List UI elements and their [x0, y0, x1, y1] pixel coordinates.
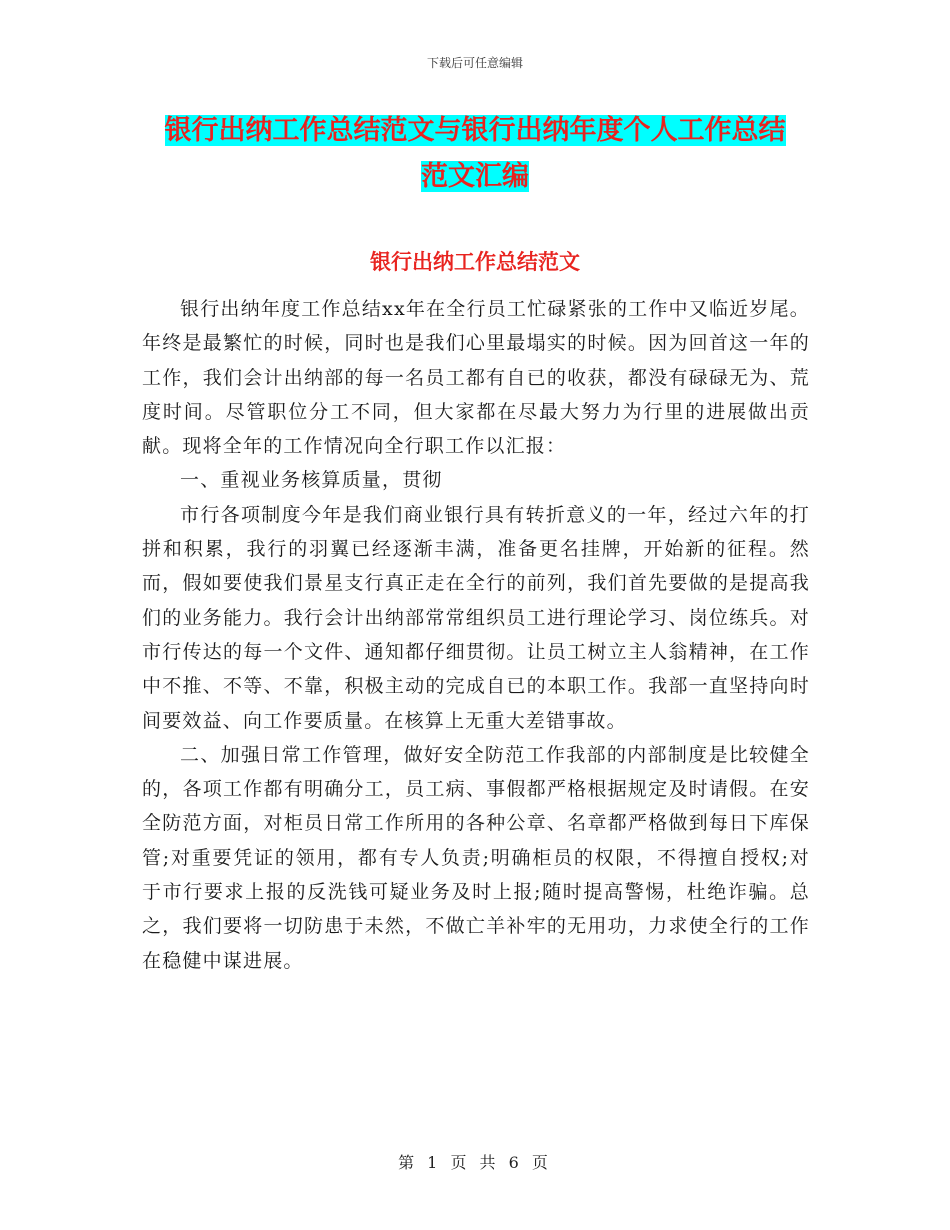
paragraph-business: 市行各项制度今年是我们商业银行具有转折意义的一年，经过六年的打拼和积累，我行的羽翼已经逐渐丰满，准备更名挂牌，开始新的征程。然而，假如要使我们景星支行真正走在全行的前列，我们首先要做的是提高我们的业务能力。我行会计出纳部常常组织员工进行理论学习、岗位练兵。对市行传达的每一个文件、通知都仔细贯彻。让员工树立主人翁精神，在工作中不推、不等、不靠，积极主动的完成自已的本职工作。我部一直坚持向时间要效益、向工作要质量。在核算上无重大差错事故。 — [142, 503, 810, 732]
paragraph-security: 二、加强日常工作管理，做好安全防范工作我部的内部制度是比较健全的，各项工作都有明确分工，员工病、事假都严格根据规定及时请假。在安全防范方面，对柜员日常工作所用的各种公章、名章都严格做到每日下库保管;对重要凭证的领用，都有专人负责;明确柜员的权限，不得擅自授权;对于市行要求上报的反洗钱可疑业务及时上报;随时提高警惕，杜绝诈骗。总之，我们要将一切防患于未然，不做亡羊补牢的无用功，力求使全行的工作在稳健中谋进展。 — [142, 743, 810, 972]
paragraph-heading-1: 一、重视业务核算质量，贯彻 — [180, 469, 443, 492]
body-text — [142, 292, 810, 978]
header-note: 下载后可任意编辑 — [426, 56, 523, 70]
paragraph-intro: 银行出纳年度工作总结xx年在全行员工忙碌紧张的工作中又临近岁尾。年终是最繁忙的时候，同时也是我们心里最塌实的时候。因为回首这一年的工作，我们会计出纳部的每一名员工都有自已的收获，都没有碌碌无为、荒度时间。尽管职位分工不同，但大家都在尽最大努力为行里的进展做出贡献。现将全年的工作情况向全行职工作以汇报： — [142, 298, 810, 458]
page-footer: 第 1 页 共 6 页 — [398, 1153, 552, 1172]
section-title: 银行出纳工作总结范文 — [370, 250, 580, 274]
document-title — [140, 108, 810, 200]
title-line-2: 范文汇编 — [421, 161, 529, 192]
title-line-1: 银行出纳工作总结范文与银行出纳年度个人工作总结 — [164, 115, 786, 146]
